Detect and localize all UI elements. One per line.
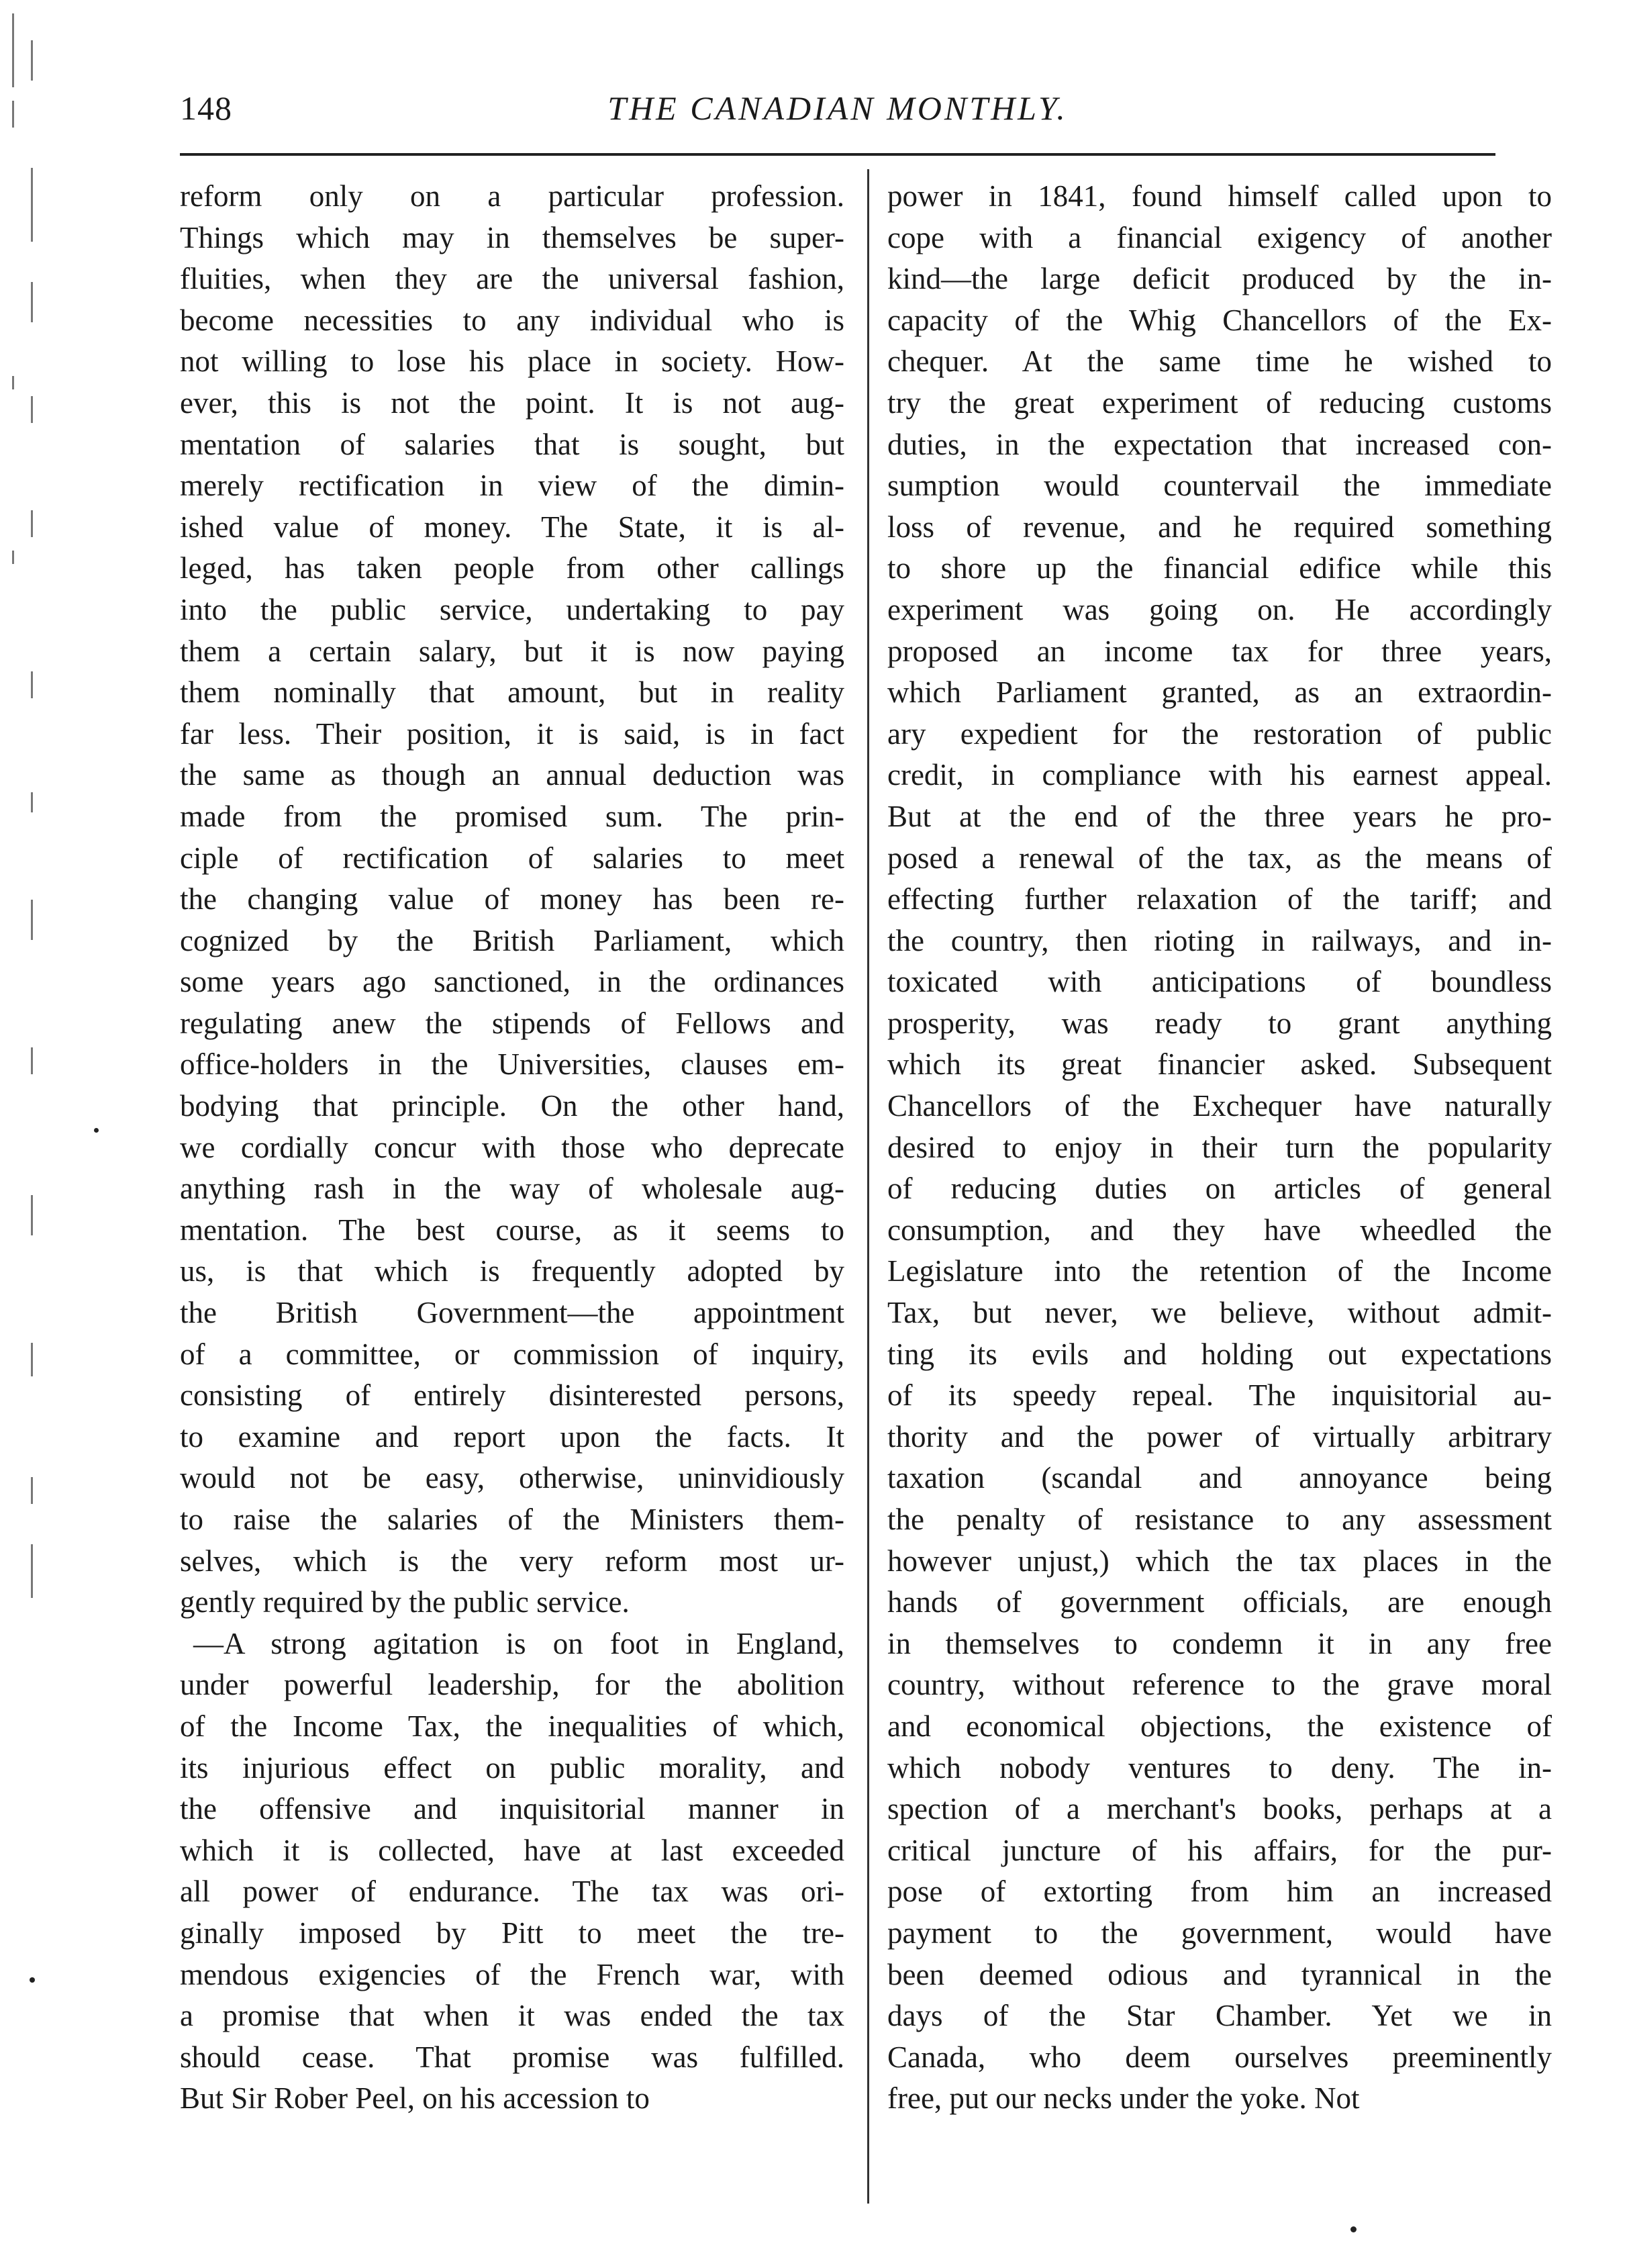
text-line: ciple of rectification of salaries to meet: [180, 841, 844, 875]
text-line: kind—the large deficit produced by the in-: [887, 262, 1552, 296]
text-line: ished value of money. The State, it is al-: [180, 510, 844, 544]
text-line: its injurious effect on public morality, and: [180, 1750, 844, 1785]
text-line: anything rash in the way of wholesale aug-: [180, 1172, 844, 1206]
text-line: far less. Their position, it is said, is in fact: [180, 716, 844, 751]
page-number: 148: [180, 89, 232, 127]
text-line: which it is collected, have at last exceeded: [180, 1833, 844, 1867]
text-line: to raise the salaries of the Ministers them-: [180, 1503, 844, 1536]
text-line: not willing to lose his place in society. How-: [180, 344, 844, 379]
text-line: toxicated with anticipations of boundless: [887, 965, 1552, 999]
text-line: a promise that when it was ended the tax: [180, 1999, 844, 2033]
text-line: ever, this is not the point. It is not aug-: [180, 385, 844, 420]
text-line: power in 1841, found himself called upon to: [887, 179, 1552, 213]
text-line: loss of revenue, and he required something: [887, 510, 1552, 544]
text-line: them nominally that amount, but in reality: [180, 675, 844, 710]
text-line: consumption, and they have wheedled the: [887, 1213, 1552, 1247]
text-line: of reducing duties on articles of general: [887, 1172, 1552, 1206]
text-line: Canada, who deem ourselves preeminently: [887, 2040, 1552, 2074]
text-line: capacity of the Whig Chancellors of the Ex-: [887, 303, 1552, 337]
text-line: regulating anew the stipends of Fellows and: [180, 1006, 844, 1040]
text-line: of a committee, or commission of inquiry,: [180, 1337, 844, 1371]
text-line: leged, has taken people from other callings: [180, 551, 844, 585]
text-line: all power of endurance. The tax was ori-: [180, 1875, 844, 1909]
text-line: selves, which is the very reform most ur-: [180, 1544, 844, 1578]
ink-speck: [30, 1977, 35, 1983]
text-line: pose of extorting from him an increased: [887, 1875, 1552, 1909]
text-line: the country, then rioting in railways, and in-: [887, 923, 1552, 957]
text-line: the same as though an annual deduction was: [180, 758, 844, 792]
text-line: fluities, when they are the universal fashion,: [180, 262, 844, 296]
text-line: been deemed odious and tyrannical in the: [887, 1957, 1552, 1991]
text-line: free, put our necks under the yoke. Not: [887, 2081, 1360, 2116]
ink-speck: [94, 1128, 99, 1133]
text-line: Chancellors of the Exchequer have naturally: [887, 1089, 1552, 1123]
text-line: of its speedy repeal. The inquisitorial au-: [887, 1378, 1552, 1413]
column-divider: [867, 169, 869, 2204]
text-line: ary expedient for the restoration of public: [887, 716, 1552, 751]
text-line: consisting of entirely disinterested persons,: [180, 1378, 844, 1413]
text-line: taxation (scandal and annoyance being: [887, 1461, 1552, 1495]
text-line: under powerful leadership, for the abolition: [180, 1668, 844, 1702]
text-line: mendous exigencies of the French war, with: [180, 1957, 844, 1991]
text-line: Legislature into the retention of the Income: [887, 1254, 1552, 1288]
text-line: them a certain salary, but it is now paying: [180, 634, 844, 668]
text-line: ting its evils and holding out expectations: [887, 1337, 1552, 1371]
text-line: But Sir Rober Peel, on his accession to: [180, 2081, 650, 2116]
text-line: however unjust,) which the tax places in the: [887, 1544, 1552, 1578]
text-line: to shore up the financial edifice while this: [887, 551, 1552, 585]
text-line: mentation of salaries that is sought, but: [180, 427, 844, 461]
text-line: posed a renewal of the tax, as the means of: [887, 841, 1552, 875]
right-text-column: [887, 176, 1552, 2120]
text-line: Tax, but never, we believe, without admit-: [887, 1296, 1552, 1330]
text-line: experiment was going on. He accordingly: [887, 592, 1552, 626]
text-line: the changing value of money has been re-: [180, 882, 844, 916]
text-line: which its great financier asked. Subsequent: [887, 1047, 1552, 1082]
text-line: in themselves to condemn it in any free: [887, 1626, 1552, 1660]
text-line: to examine and report upon the facts. It: [180, 1419, 844, 1454]
text-line: become necessities to any individual who is: [180, 303, 844, 337]
text-line: effecting further relaxation of the tariff; and: [887, 882, 1552, 916]
text-line: But at the end of the three years he pro-: [887, 799, 1552, 833]
text-line: credit, in compliance with his earnest appeal.: [887, 758, 1552, 792]
text-line: thority and the power of virtually arbitrary: [887, 1419, 1552, 1454]
running-title: THE CANADIAN MONTHLY.: [607, 89, 1068, 127]
text-line: spection of a merchant's books, perhaps at a: [887, 1792, 1552, 1826]
text-line: we cordially concur with those who deprecate: [180, 1130, 844, 1164]
binding-edge-marks: [0, 0, 54, 1611]
page-header: [180, 89, 1495, 142]
text-line: payment to the government, would have: [887, 1916, 1552, 1950]
text-line: merely rectification in view of the dimin-: [180, 469, 844, 503]
text-line: gently required by the public service.: [180, 1585, 630, 1619]
text-line: reform only on a particular profession.: [180, 179, 844, 213]
text-line: the penalty of resistance to any assessment: [887, 1503, 1552, 1536]
text-line: ginally imposed by Pitt to meet the tre-: [180, 1916, 844, 1950]
text-line: and economical objections, the existence of: [887, 1709, 1552, 1743]
text-line: days of the Star Chamber. Yet we in: [887, 1999, 1552, 2033]
text-line: bodying that principle. On the other hand,: [180, 1089, 844, 1123]
text-line: hands of government officials, are enough: [887, 1585, 1552, 1619]
text-line: of the Income Tax, the inequalities of which,: [180, 1709, 844, 1743]
text-line: into the public service, undertaking to pay: [180, 592, 844, 626]
text-line: cognized by the British Parliament, which: [180, 923, 844, 957]
text-line: mentation. The best course, as it seems to: [180, 1213, 844, 1247]
text-line: chequer. At the same time he wished to: [887, 344, 1552, 379]
text-line: would not be easy, otherwise, uninvidiously: [180, 1461, 844, 1495]
text-line: cope with a financial exigency of another: [887, 220, 1552, 254]
text-line: which nobody ventures to deny. The in-: [887, 1750, 1552, 1785]
text-line: proposed an income tax for three years,: [887, 634, 1552, 668]
text-line: the British Government—the appointment: [180, 1296, 844, 1330]
text-line: critical juncture of his affairs, for the pur-: [887, 1833, 1552, 1867]
text-line: made from the promised sum. The prin-: [180, 799, 844, 833]
text-line: sumption would countervail the immediate: [887, 469, 1552, 503]
left-text-column: [180, 176, 844, 2120]
text-line: the offensive and inquisitorial manner in: [180, 1792, 844, 1826]
text-line: desired to enjoy in their turn the popularity: [887, 1130, 1552, 1164]
text-line: Things which may in themselves be super-: [180, 220, 844, 254]
text-line: prosperity, was ready to grant anything: [887, 1006, 1552, 1040]
text-line: some years ago sanctioned, in the ordinances: [180, 965, 844, 999]
text-line: which Parliament granted, as an extraordin-: [887, 675, 1552, 710]
text-line: country, without reference to the grave moral: [887, 1668, 1552, 1702]
text-line: try the great experiment of reducing customs: [887, 385, 1552, 420]
text-line: duties, in the expectation that increased con-: [887, 427, 1552, 461]
text-line: should cease. That promise was fulfilled.: [180, 2040, 844, 2074]
text-line: us, is that which is frequently adopted by: [180, 1254, 844, 1288]
ink-speck: [1350, 2226, 1357, 2232]
text-line: —A strong agitation is on foot in England,: [193, 1626, 844, 1660]
text-line: office-holders in the Universities, clauses em-: [180, 1047, 844, 1082]
header-rule: [180, 153, 1495, 156]
